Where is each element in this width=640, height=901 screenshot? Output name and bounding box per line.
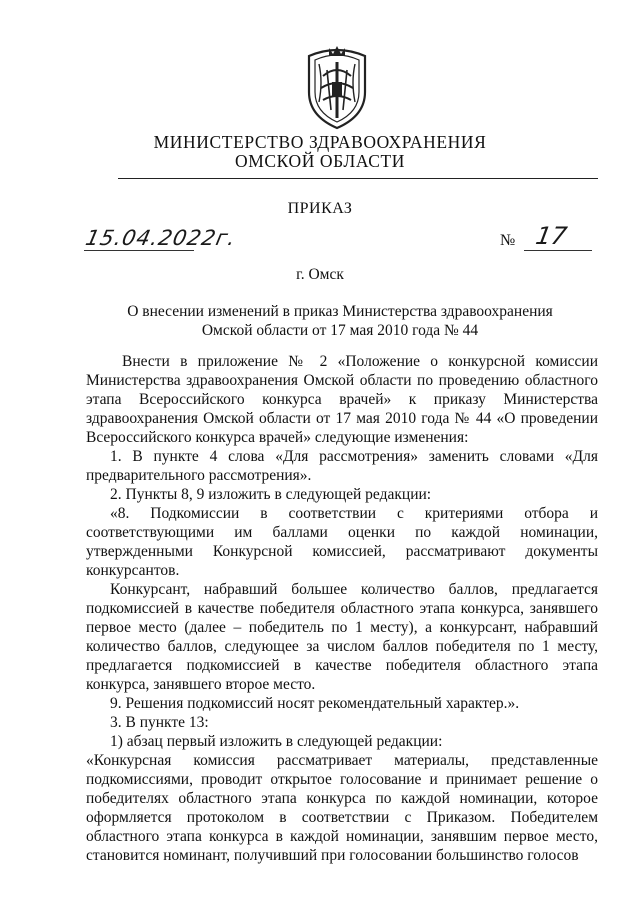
ministry-name-line2: ОМСКОЙ ОБЛАСТИ [234, 151, 406, 171]
ministry-name-line1: МИНИСТЕРСТВО ЗДРАВООХРАНЕНИЯ [153, 132, 487, 152]
number-label: № [500, 232, 516, 249]
paragraph: «8. Подкомиссии в соответствии с критериями отбора и соответствующими им баллами оценки по каждой номинации, утвержденными Конкурсной комиссией, рассматривают документы конкурсантов. [86, 505, 598, 579]
subject-line1: О внесении изменений в приказ Министерства здравоохранения [127, 303, 553, 320]
paragraph: 1. В пункте 4 слова «Для рассмотрения» заменить словами «Для предварительного рассмотрения». [86, 448, 598, 484]
subject-line2: Омской области от 17 мая 2010 года № 44 [201, 322, 479, 339]
paragraph: «Конкурсная комиссия рассматривает материалы, представленные подкомиссиями, проводит открытое голосование и принимает решение о победителях областного этапа конкурса по каждой номинации, которое оформляется протоколом в соответствии с Приказом. Победителем областного этапа конкурса в каждой номинации, занявшим первое место, становится номинант, получивший при голосовании большинство голосов [86, 752, 598, 864]
handwritten-date: 15.04.2022г. [83, 226, 239, 250]
document-type: ПРИКАЗ [287, 200, 353, 217]
paragraph: 2. Пункты 8, 9 изложить в следующей редакции: [110, 486, 432, 503]
paragraph: 1) абзац первый изложить в следующей редакции: [110, 733, 443, 750]
number-underline [524, 250, 592, 251]
paragraph: Конкурсант, набравший большее количество баллов, предлагается подкомиссией в качестве победителя областного этапа конкурса, занявшего первое место (далее – победитель по 1 месту), а конкурсант, набравший количество баллов, следующее за числом баллов победителя по 1 месту, предлагается подкомиссией в качестве победителя областного этапа конкурса, занявшего второе место. [86, 581, 598, 693]
paragraph: 3. В пункте 13: [110, 714, 209, 731]
coat-of-arms-icon [301, 42, 373, 130]
header-divider [118, 178, 598, 179]
date-underline [84, 250, 194, 251]
document-body [86, 352, 598, 865]
city: г. Омск [296, 266, 344, 283]
paragraph: 9. Решения подкомиссий носят рекомендательный характер.». [110, 695, 520, 712]
handwritten-number: 17 [533, 222, 570, 250]
document-subject [120, 302, 560, 340]
paragraph: Внести в приложение № 2 «Положение о конкурсной комиссии Министерства здравоохранения Омской области по проведению областного этапа Всероссийского конкурса врачей» к приказу Министерства здравоохранения Омской области от 17 мая 2010 года № 44 «О проведении Всероссийского конкурса врачей» следующие изменения: [86, 353, 598, 446]
